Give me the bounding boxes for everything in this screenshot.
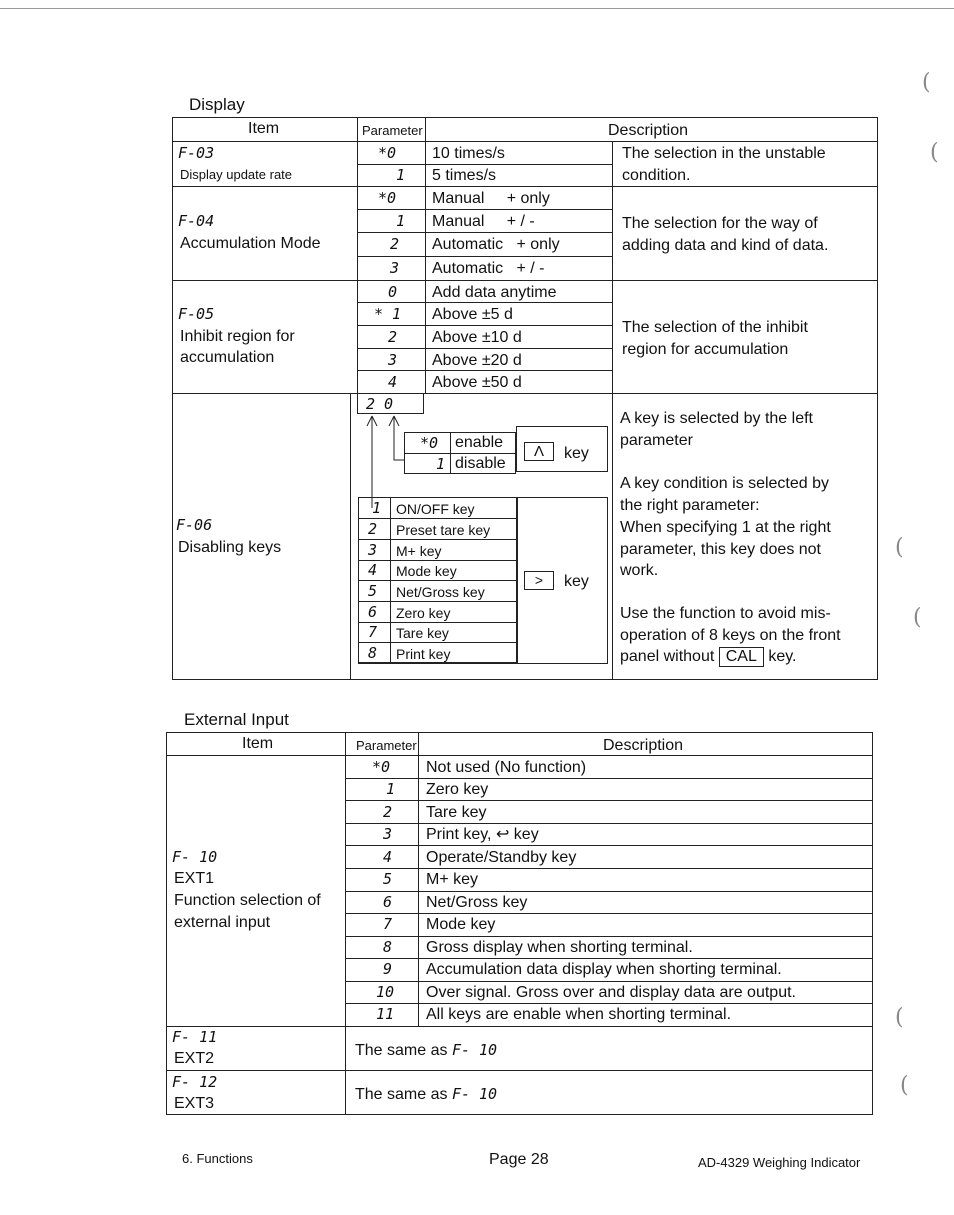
f06-desc-1: parameter bbox=[620, 432, 693, 449]
f04-row-line-3 bbox=[357, 256, 612, 257]
display-header-parameter: Parameter bbox=[362, 123, 423, 138]
f06-desc-0: A key is selected by the left bbox=[620, 410, 813, 427]
display-section-title: Display bbox=[189, 95, 245, 114]
f03-value-0: 10 times/s bbox=[432, 145, 505, 162]
footer-product: AD-4329 Weighing Indicator bbox=[698, 1155, 861, 1170]
f06-key-value-2: M+ key bbox=[396, 543, 442, 559]
f06-key-value-7: Print key bbox=[396, 646, 451, 662]
f03-desc-1: condition. bbox=[622, 167, 691, 184]
f05-row-line-3 bbox=[357, 348, 612, 349]
ext-header-description: Description bbox=[603, 737, 684, 754]
f06-desc-6: work. bbox=[620, 562, 659, 579]
display-header-description: Description bbox=[608, 122, 689, 139]
f05-param-3: 3 bbox=[388, 351, 398, 369]
f06-desc-3: the right parameter: bbox=[620, 497, 760, 514]
ext-header-parameter: Parameter bbox=[356, 738, 417, 753]
f04-param-1: 1 bbox=[396, 212, 406, 230]
f03-name: Display update rate bbox=[180, 167, 293, 182]
f05-desc-0: The selection of the inhibit bbox=[622, 319, 808, 336]
f10-value-1: Zero key bbox=[426, 781, 489, 798]
f10-name-1: EXT1 bbox=[174, 870, 215, 887]
f06-cond-param-0: *0 bbox=[420, 434, 439, 452]
ext-header-item: Item bbox=[242, 735, 274, 752]
f04-code: F-04 bbox=[178, 212, 215, 230]
f10-value-2: Tare key bbox=[426, 804, 487, 821]
f10-value-0: Not used (No function) bbox=[426, 759, 587, 776]
f11-name: EXT2 bbox=[174, 1050, 215, 1067]
cal-key-icon: CAL bbox=[719, 647, 764, 667]
f06-key-param-0: 1 bbox=[372, 499, 382, 517]
f12-name: EXT3 bbox=[174, 1095, 215, 1112]
display-col-divider-1 bbox=[357, 117, 358, 393]
ext-row-line-1 bbox=[345, 778, 873, 779]
f10-value-7: Mode key bbox=[426, 916, 496, 933]
f11-desc-pre: The same as bbox=[355, 1042, 448, 1059]
f06-desc-9 bbox=[620, 647, 796, 667]
f10-value-6: Net/Gross key bbox=[426, 894, 528, 911]
display-col-divider-3 bbox=[612, 141, 613, 680]
f10-value-11: All keys are enable when shorting terminal. bbox=[426, 1006, 732, 1023]
f05-param-2: 2 bbox=[388, 328, 398, 346]
binder-mark: ( bbox=[913, 605, 922, 630]
f10-value-4: Operate/Standby key bbox=[426, 849, 577, 866]
binder-mark: ( bbox=[930, 140, 939, 165]
f10-param-9: 9 bbox=[383, 960, 393, 978]
f03-param-1: 1 bbox=[396, 166, 406, 184]
f10-param-8: 8 bbox=[383, 938, 393, 956]
f10-param-4: 4 bbox=[383, 848, 393, 866]
f10-param-2: 2 bbox=[383, 803, 393, 821]
f04-name: Accumulation Mode bbox=[180, 235, 321, 252]
f10-param-7: 7 bbox=[383, 915, 393, 933]
display-header-line bbox=[172, 141, 878, 142]
f03-code: F-03 bbox=[178, 144, 215, 162]
ext-row-line-3 bbox=[345, 823, 873, 824]
f06-keys-top-ext bbox=[517, 497, 608, 498]
f04-value-3: Automatic + / - bbox=[432, 260, 545, 277]
f06-desc-9-pre: panel without bbox=[620, 648, 715, 665]
f06-keys-outer-right bbox=[607, 497, 608, 663]
f04-end-line bbox=[172, 280, 878, 281]
f04-param-2: 2 bbox=[390, 235, 400, 253]
f06-key-param-3: 4 bbox=[368, 561, 378, 579]
f06-code: F-06 bbox=[176, 516, 213, 534]
f05-value-3: Above ±20 d bbox=[432, 352, 522, 369]
binder-mark: ( bbox=[895, 535, 904, 560]
f10-name-2: Function selection of bbox=[174, 892, 321, 909]
f10-param-3: 3 bbox=[383, 825, 393, 843]
f10-value-3: Print key, ↩ key bbox=[426, 826, 539, 843]
f06-desc-4: When specifying 1 at the right bbox=[620, 519, 831, 536]
f05-desc-1: region for accumulation bbox=[622, 341, 789, 358]
f10-value-10: Over signal. Gross over and display data are output. bbox=[426, 984, 796, 1001]
f10-name-3: external input bbox=[174, 914, 271, 931]
f05-param-0: 0 bbox=[388, 283, 398, 301]
f06-key-value-5: Zero key bbox=[396, 605, 451, 621]
f04-value-2: Automatic + only bbox=[432, 236, 560, 253]
external-section-title: External Input bbox=[184, 710, 289, 729]
f06-cond-value-0: enable bbox=[455, 434, 504, 451]
f12-code: F- 12 bbox=[172, 1073, 218, 1091]
ext-header-line bbox=[166, 755, 873, 756]
footer-section: 6. Functions bbox=[182, 1151, 253, 1166]
f06-key-value-6: Tare key bbox=[396, 625, 449, 641]
f06-cond-value-1: disable bbox=[455, 455, 506, 472]
f12-desc-code: F- 10 bbox=[451, 1085, 498, 1103]
f06-key-value-0: ON/OFF key bbox=[396, 501, 475, 517]
f06-param: 2 0 bbox=[366, 395, 394, 413]
f11-desc-code: F- 10 bbox=[451, 1041, 498, 1059]
binder-mark: ( bbox=[895, 1005, 904, 1030]
f06-key-param-2: 3 bbox=[368, 541, 378, 559]
ext-row-line-11 bbox=[345, 1003, 873, 1004]
f03-desc-0: The selection in the unstable bbox=[622, 145, 826, 162]
binder-mark: ( bbox=[900, 1073, 909, 1098]
f06-desc-8: operation of 8 keys on the front bbox=[620, 627, 841, 644]
f03-end-line bbox=[172, 186, 878, 187]
ext-row-line-8 bbox=[345, 936, 873, 937]
f10-param-1: 1 bbox=[386, 780, 396, 798]
f04-row-line-1 bbox=[357, 209, 612, 210]
f05-value-0: Add data anytime bbox=[432, 284, 557, 301]
f11-desc bbox=[355, 1040, 497, 1061]
binder-mark: ( bbox=[922, 70, 931, 95]
f06-desc-5: parameter, this key does not bbox=[620, 541, 821, 558]
f10-value-5: M+ key bbox=[426, 871, 479, 888]
f06-cond-col-line bbox=[450, 432, 451, 474]
f12-desc-pre: The same as bbox=[355, 1086, 448, 1103]
f05-value-2: Above ±10 d bbox=[432, 329, 522, 346]
f04-desc-0: The selection for the way of bbox=[622, 215, 818, 232]
footer-page-number: Page 28 bbox=[489, 1151, 549, 1168]
f06-desc-9-post: key. bbox=[768, 648, 797, 665]
ext-row-line-10 bbox=[345, 981, 873, 982]
f06-upkey-label: key bbox=[564, 445, 589, 462]
f10-code: F- 10 bbox=[172, 848, 218, 866]
f06-key-value-1: Preset tare key bbox=[396, 522, 491, 538]
top-scan-line bbox=[0, 8, 954, 9]
f10-param-11: 11 bbox=[376, 1005, 395, 1023]
f06-desc-7: Use the function to avoid mis- bbox=[620, 605, 831, 622]
f05-value-1: Above ±5 d bbox=[432, 306, 513, 323]
f05-param-1: * 1 bbox=[374, 305, 402, 323]
f06-key-param-6: 7 bbox=[368, 623, 378, 641]
f10-value-9: Accumulation data display when shorting terminal. bbox=[426, 961, 782, 978]
f06-key-param-5: 6 bbox=[368, 603, 378, 621]
f04-row-line-2 bbox=[357, 232, 612, 233]
f05-param-4: 4 bbox=[388, 373, 398, 391]
f10-param-5: 5 bbox=[383, 870, 393, 888]
ext-f11-end-line bbox=[166, 1070, 873, 1071]
f05-name-1: Inhibit region for bbox=[180, 328, 295, 345]
display-col-divider-2 bbox=[425, 117, 426, 393]
ext-row-line-7 bbox=[345, 913, 873, 914]
f10-param-10: 10 bbox=[376, 983, 395, 1001]
ext-row-line-6 bbox=[345, 891, 873, 892]
f05-row-line-2 bbox=[357, 325, 612, 326]
ext-row-line-4 bbox=[345, 845, 873, 846]
f06-key-value-4: Net/Gross key bbox=[396, 584, 485, 600]
ext-col-divider-1 bbox=[345, 732, 346, 1115]
f03-param-0: *0 bbox=[378, 144, 397, 162]
f04-param-3: 3 bbox=[390, 259, 400, 277]
ext-f10-end-line bbox=[166, 1026, 873, 1027]
right-key-icon: > bbox=[524, 571, 554, 590]
f04-value-1: Manual + / - bbox=[432, 213, 535, 230]
f05-name-2: accumulation bbox=[180, 349, 275, 366]
f06-rightkey-label: key bbox=[564, 573, 589, 590]
f03-value-1: 5 times/s bbox=[432, 167, 497, 184]
f06-key-param-7: 8 bbox=[368, 644, 378, 662]
ext-row-line-9 bbox=[345, 958, 873, 959]
display-header-item: Item bbox=[248, 120, 280, 137]
f10-value-8: Gross display when shorting terminal. bbox=[426, 939, 693, 956]
f10-param-6: 6 bbox=[383, 893, 393, 911]
f05-end-line bbox=[172, 393, 878, 394]
external-table bbox=[166, 732, 873, 1115]
f06-keys-right-edge bbox=[517, 497, 518, 663]
ext-row-line-5 bbox=[345, 868, 873, 869]
f06-key-param-1: 2 bbox=[368, 520, 378, 538]
f06-desc-2: A key condition is selected by bbox=[620, 475, 830, 492]
f06-name: Disabling keys bbox=[178, 539, 282, 556]
f05-code: F-05 bbox=[178, 305, 215, 323]
ext-row-line-2 bbox=[345, 800, 873, 801]
f04-param-0: *0 bbox=[378, 189, 397, 207]
f04-desc-1: adding data and kind of data. bbox=[622, 237, 829, 254]
f11-code: F- 11 bbox=[172, 1028, 218, 1046]
f06-key-value-3: Mode key bbox=[396, 563, 457, 579]
f10-param-0: *0 bbox=[372, 758, 391, 776]
f12-desc bbox=[355, 1084, 497, 1105]
f05-value-4: Above ±50 d bbox=[432, 374, 522, 391]
f06-key-param-4: 5 bbox=[368, 582, 378, 600]
up-key-icon: Λ bbox=[524, 442, 554, 461]
f04-value-0: Manual + only bbox=[432, 190, 550, 207]
f06-cond-param-1: 1 bbox=[436, 455, 446, 473]
